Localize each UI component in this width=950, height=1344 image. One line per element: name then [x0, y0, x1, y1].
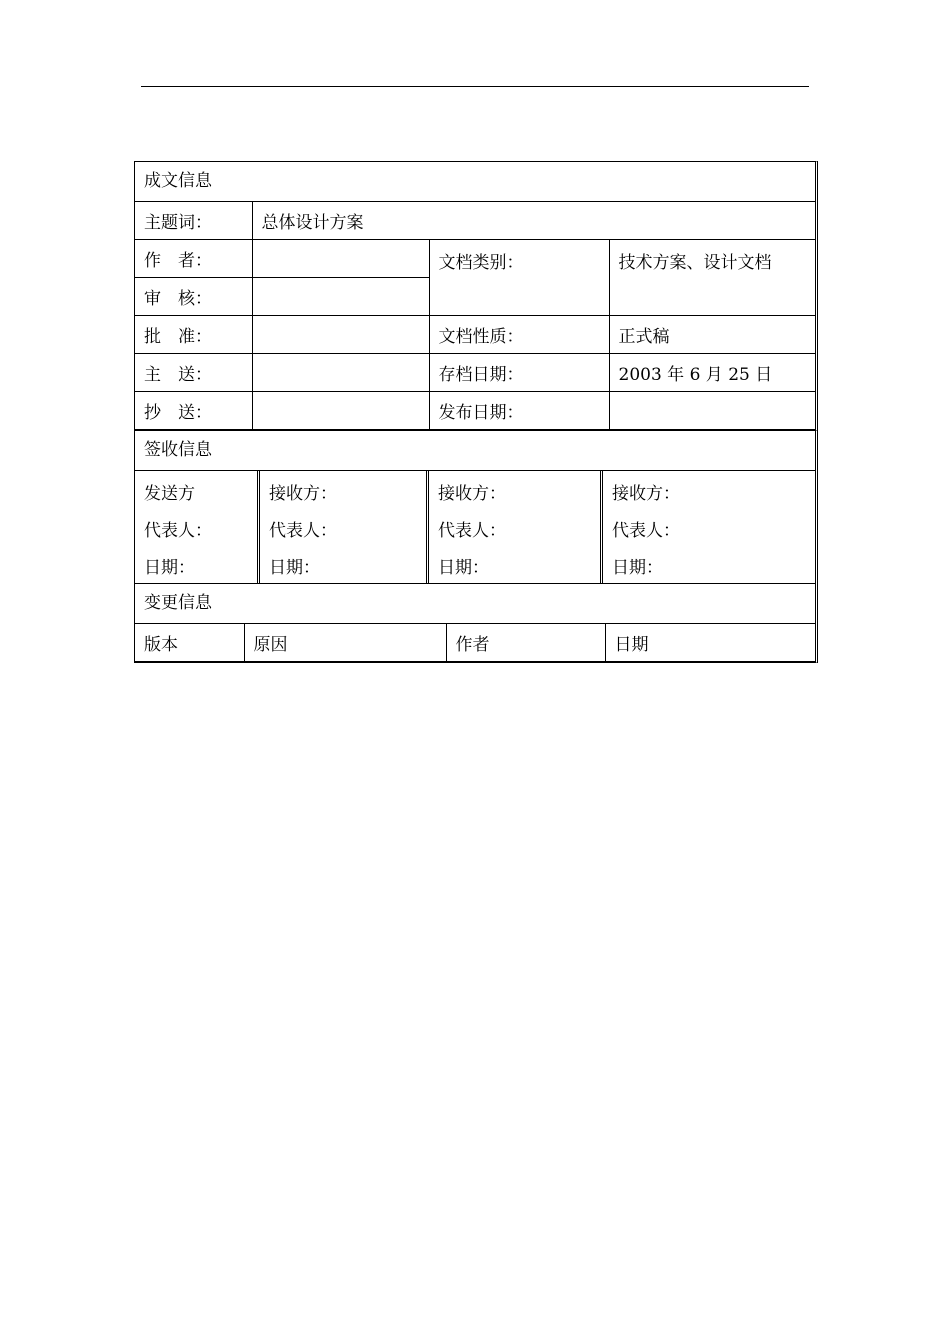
header-rule [141, 86, 809, 87]
sender-rep-label: 代表人： [144, 521, 212, 541]
receiver-rep-label: 代表人： [269, 521, 337, 541]
receiver-label: 接收方： [612, 484, 680, 504]
receiver-column-2 [429, 471, 603, 583]
column-header-date: 日期 [605, 624, 816, 662]
publish-date-label: 发布日期： [429, 392, 609, 430]
receiver-column-3 [603, 471, 815, 583]
receiver-column-1 [257, 471, 429, 583]
receipt-sign-row [135, 471, 815, 584]
receiver-rep-label: 代表人： [438, 521, 506, 541]
approver-row [135, 316, 816, 354]
change-header-row [135, 624, 816, 662]
receiver-label: 接收方： [438, 484, 506, 504]
column-header-reason: 原因 [244, 624, 446, 662]
sender-column [135, 471, 257, 583]
document-info-form [134, 161, 818, 663]
doc-category-value: 技术方案、设计文档 [609, 240, 816, 316]
receiver-label: 接收方： [269, 484, 337, 504]
doc-nature-label: 文档性质： [429, 316, 609, 354]
approver-value [252, 316, 429, 354]
send-to-value [252, 354, 429, 392]
archive-date-label: 存档日期： [429, 354, 609, 392]
change-info-section-title: 变更信息 [135, 584, 815, 624]
doc-nature-value: 正式稿 [609, 316, 816, 354]
receipt-info-block [134, 430, 818, 584]
subject-value: 总体设计方案 [252, 202, 816, 240]
copy-to-row [135, 392, 816, 430]
change-info-table [135, 624, 816, 662]
author-row [135, 240, 816, 278]
copy-to-label: 抄 送： [135, 392, 252, 430]
doc-info-table [135, 202, 816, 430]
approver-label: 批 准： [135, 316, 252, 354]
receiver-rep-label: 代表人： [612, 521, 680, 541]
sender-date-label: 日期： [144, 558, 195, 578]
publish-date-value [609, 392, 816, 430]
subject-label: 主题词： [135, 202, 252, 240]
receipt-info-section-title: 签收信息 [135, 431, 815, 471]
column-header-version: 版本 [135, 624, 244, 662]
author-value [252, 240, 429, 278]
receiver-date-label: 日期： [612, 558, 663, 578]
author-label: 作 者： [135, 240, 252, 278]
copy-to-value [252, 392, 429, 430]
receiver-date-label: 日期： [269, 558, 320, 578]
archive-date-value: 2003 年 6 月 25 日 [609, 354, 816, 392]
doc-info-block [134, 161, 818, 430]
send-to-label: 主 送： [135, 354, 252, 392]
change-info-block [134, 584, 818, 663]
send-to-row [135, 354, 816, 392]
reviewer-value [252, 278, 429, 316]
doc-category-label: 文档类别： [429, 240, 609, 316]
column-header-author: 作者 [446, 624, 605, 662]
reviewer-label: 审 核： [135, 278, 252, 316]
receiver-date-label: 日期： [438, 558, 489, 578]
subject-row [135, 202, 816, 240]
doc-info-section-title: 成文信息 [135, 162, 815, 202]
sender-label: 发送方 [144, 484, 195, 504]
